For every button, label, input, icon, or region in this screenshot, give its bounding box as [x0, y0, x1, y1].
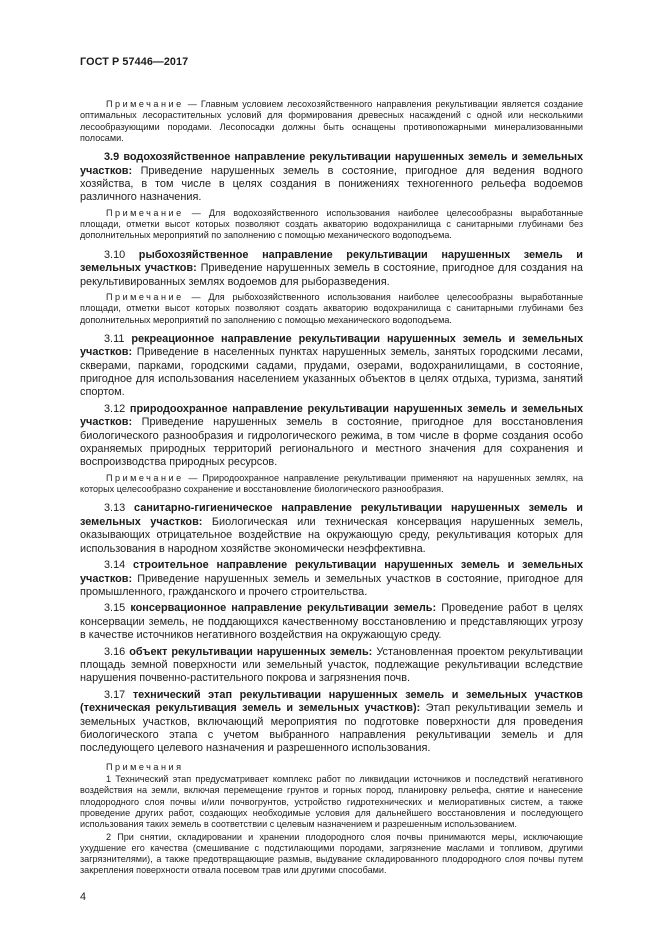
term-title: объект рекультивации нарушенных земель: — [129, 645, 373, 658]
note-text: — Для рыбохозяйственного использования наиболее целесообразны выработанные площади, отметки высот которых позволяют создать акваторию водохранилища с санитарными глубинами без дополнительных мероприятий по заполнению с помощью механического водоподъема. — [80, 291, 584, 325]
notes-item-number: 1 — [106, 774, 112, 785]
term-number: 3.10 — [104, 248, 126, 261]
term-number: 3.9 — [104, 151, 120, 164]
term-3-17 — [80, 689, 583, 756]
notes-heading: Примечания — [106, 761, 184, 772]
notes-item-2 — [80, 832, 583, 877]
term-definition: Приведение в населенных пунктах нарушенных земель, занятых городскими лесами, скверами, парками, городскими садами, прудами, озерами, водохранилищами, в состояние, пригодное для использования населением указанных объектов в целях отдыха, туризма, занятий спортом. — [80, 346, 584, 399]
note-label: Примечание — [106, 472, 184, 483]
term-number: 3.15 — [104, 602, 126, 615]
term-title: водохозяйственное направление рекультивации нарушенных земель и земельных участков: — [80, 151, 583, 177]
term-3-11 — [80, 333, 583, 400]
term-definition: Приведение нарушенных земель в состояние, пригодное для ведения водного хозяйства, в том числе в целях создания в понижениях техногенного рельефа водоемов различного назначения. — [80, 164, 583, 204]
term-definition: Приведение нарушенных земель в состояние, пригодное для восстановления биологического разнообразия и гидрологического режима, в том числе в форме создания особо охраняемых природных территорий регионального и местного значения для сохранения и воспроизводства природных ресурсов. — [80, 416, 583, 469]
note-forestry-direction — [80, 99, 583, 144]
term-title: строительное направление рекультивации нарушенных земель и земельных участков: — [80, 559, 584, 585]
notes-item-1 — [80, 774, 583, 830]
term-number: 3.12 — [104, 402, 126, 415]
document-header — [80, 56, 188, 68]
note-text: — Для водохозяйственного использования наиболее целесообразны выработанные площади, отметки высот которых позволяют создать акваторию водохранилища с санитарными глубинами без дополнительных мероприятий по заполнению с помощью механического водоподъема. — [80, 207, 583, 241]
term-3-16 — [80, 646, 583, 686]
term-title: рекреационное направление рекультивации нарушенных земель и земельных участков: — [80, 332, 583, 359]
page-number: 4 — [80, 890, 87, 903]
term-definition: Установленная проектом рекультивации площадь земной поверхности или земельный участок, подлежащие рекультивации вследствие нарушения почвенно-растительного покрова и загрязнения почв. — [80, 645, 583, 685]
term-number: 3.13 — [104, 502, 126, 515]
term-definition: Приведение нарушенных земель и земельных участков в состояние, пригодное для промышленного, гражданского и прочего строительства. — [80, 572, 583, 598]
term-number: 3.14 — [104, 559, 126, 572]
note-nature-protection-direction — [80, 473, 583, 496]
note-label: Примечание — [106, 99, 184, 109]
term-title: природоохранное направление рекультивации нарушенных земель и земельных участков: — [80, 402, 584, 429]
term-3-9 — [80, 151, 583, 205]
notes-section — [80, 762, 583, 877]
notes-item-text: Технический этап предусматривает комплекс работ по ликвидации источников и последствий негативного воздействия на земли, включая перемещение грунтов и горных пород, планировку рельефа, снятие и нанесение плодородного слоя почвы и/или почвогрунтов, устройство гидротехнических и мелиоративных систем, а также проведение других работ, создающих необходимые условия для дальнейшего восстановления и последующего использования таких земель в соответствии с целевым назначением и разрешенным использованием. — [80, 774, 583, 830]
page-body — [80, 97, 583, 903]
term-3-10 — [80, 249, 583, 289]
note-label: Примечание — [106, 291, 184, 302]
term-3-15 — [80, 602, 583, 642]
term-number: 3.11 — [104, 332, 125, 345]
term-title: консервационное направление рекультивации земель: — [130, 602, 437, 615]
notes-item-text: При снятии, складировании и хранении плодородного слоя почвы принимаются меры, исключающие ухудшение его качества (смешивание с подстилающими породами, загрязнение маслами и топливом, другими загрязнителями), а также предотвращающие размыв, выдувание складированного плодородного слоя почвы путем закрепления поверхности отвала посевом трав или другими способами. — [80, 831, 583, 876]
term-title: рыбохозяйственное направление рекультивации нарушенных земель и земельных участков: — [80, 248, 583, 275]
term-definition: Проведение работ в целях консервации земель, не поддающихся качественному восстановлению и представляющих угрозу в качестве источников негативного воздействия на окружающую среду. — [80, 602, 584, 642]
term-3-13 — [80, 502, 583, 556]
standard-id: ГОСТ Р 57446—2017 — [80, 56, 189, 68]
term-title: технический этап рекультивации нарушенных земель и земельных участков (техническая рекультивация земель и земельных участков): — [80, 688, 583, 715]
term-3-12 — [80, 403, 583, 470]
term-number: 3.17 — [104, 688, 126, 701]
term-definition: Биологическая или техническая консервация нарушенных земель, оказывающих отрицательное воздействие на окружающую среду, рекультивация которых для использования в народном хозяйстве экономически неэффективна. — [80, 515, 584, 555]
note-text: — Природоохранное направление рекультивации применяют на нарушенных землях, на которых целесообразно сохранение и восстановление биологического разнообразия. — [80, 472, 583, 495]
note-fishery-direction — [80, 292, 583, 326]
term-3-14 — [80, 559, 583, 599]
note-water-direction — [80, 208, 583, 242]
notes-item-number: 2 — [106, 831, 112, 842]
term-definition: Этап рекультивации земель и земельных участков, включающий мероприятия по подготовке поверхности для проведения биологического этапа с учетом выбранного направления рекультивации земель и для последующего целевого назначения и разрешенного использования. — [80, 702, 584, 755]
term-definition: Приведение нарушенных земель в состояние, пригодное для создания на рекультивированных землях водоемов для рыборазведения. — [80, 262, 583, 288]
note-text: — Главным условием лесохозяйственного направления рекультивации является создание оптимальных лесорастительных условий для формирования древесных насаждений с одной или несколькими лесообразующими породами. Лесопосадки должны быть оснащены противопожарными минерализованными полосами. — [80, 99, 584, 143]
term-title: санитарно-гигиеническое направление рекультивации нарушенных земель и земельных участков: — [80, 502, 584, 528]
note-label: Примечание — [106, 207, 184, 218]
term-number: 3.16 — [104, 645, 126, 658]
